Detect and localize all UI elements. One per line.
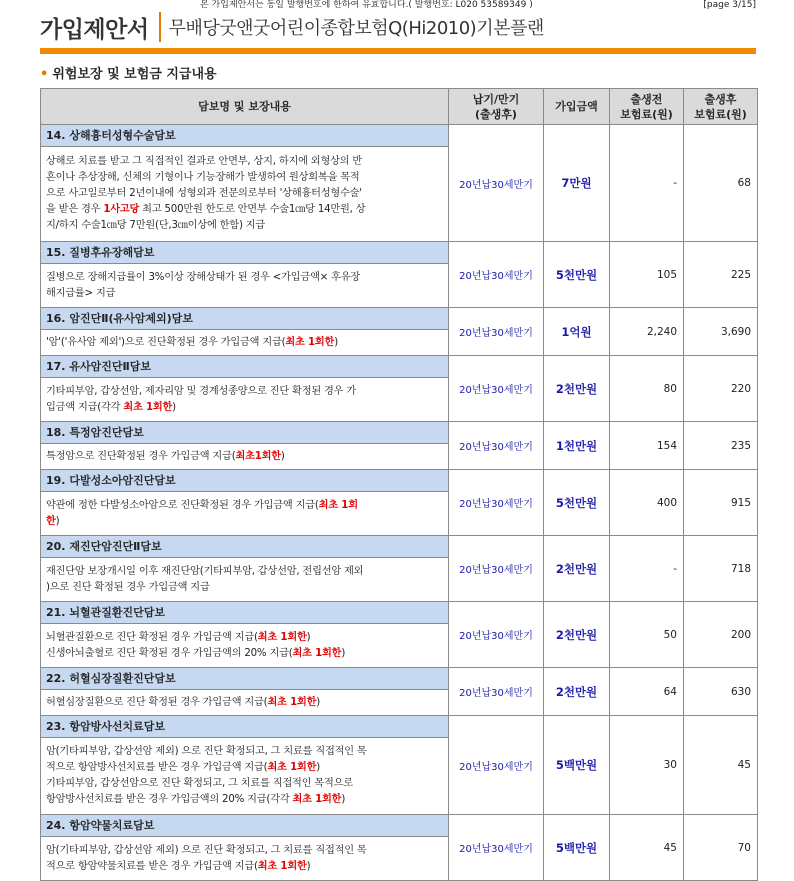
coverage-period: 20년납30세만기 xyxy=(449,536,544,602)
header-term-line1: 납기/만기 xyxy=(472,92,520,106)
description-text: 으로 사고일로부터 2년이내에 성형외과 전문의로부터 '상해흉터성형수술' xyxy=(46,188,362,199)
coverage-name: 19. 다발성소아암진단담보 xyxy=(41,470,449,492)
description-line xyxy=(46,449,443,465)
coverage-name-row xyxy=(41,356,758,378)
document-header xyxy=(40,10,544,44)
coverage-description xyxy=(41,624,449,668)
pre-birth-premium: 80 xyxy=(610,356,684,422)
header-post-line1: 출생후 xyxy=(704,92,737,106)
coverage-name: 17. 유사암진단Ⅱ담보 xyxy=(41,356,449,378)
coverage-amount: 2천만원 xyxy=(544,356,610,422)
description-text: 입금액 지급(각각 xyxy=(46,401,124,413)
coverage-period: 20년납30세만기 xyxy=(449,422,544,470)
coverage-period: 20년납30세만기 xyxy=(449,602,544,668)
coverage-description xyxy=(41,147,449,242)
description-text-tail: ) xyxy=(55,515,60,527)
coverage-amount: 1천만원 xyxy=(544,422,610,470)
description-text-tail: ) xyxy=(306,631,311,643)
limit-emphasis: 최초 1회한 xyxy=(292,647,342,659)
coverage-amount: 5백만원 xyxy=(544,815,610,881)
coverage-name-row xyxy=(41,422,758,444)
description-line xyxy=(46,630,443,646)
limit-emphasis: 최초 1회한 xyxy=(257,860,307,872)
coverage-name: 14. 상해흉터성형수술담보 xyxy=(41,125,449,147)
limit-emphasis: 최초 1회한 xyxy=(267,762,317,773)
description-text-tail: ) xyxy=(341,647,346,659)
pre-birth-premium: 64 xyxy=(610,668,684,716)
coverage-amount: 1억원 xyxy=(544,308,610,356)
pre-birth-premium: 105 xyxy=(610,242,684,308)
description-line xyxy=(46,498,443,514)
coverage-period: 20년납30세만기 xyxy=(449,815,544,881)
coverage-name-row xyxy=(41,470,758,492)
pre-birth-premium: 45 xyxy=(610,815,684,881)
coverage-name-row xyxy=(41,242,758,264)
coverage-name-row xyxy=(41,602,758,624)
coverage-name: 18. 특정암진단담보 xyxy=(41,422,449,444)
post-birth-premium: 915 xyxy=(684,470,758,536)
description-text-tail: ) xyxy=(341,794,346,805)
header-coverage: 담보명 및 보장내용 xyxy=(41,89,449,125)
coverage-name-row xyxy=(41,815,758,837)
description-text: )으로 진단 확정된 경우 가입금액 지급 xyxy=(46,581,210,593)
coverage-name: 16. 암진단Ⅱ(유사암제외)담보 xyxy=(41,308,449,330)
bullet-icon: • xyxy=(40,67,49,82)
description-text-tail: ) xyxy=(316,696,321,708)
post-birth-premium: 200 xyxy=(684,602,758,668)
table-header-row xyxy=(41,89,758,125)
description-text: 적으로 항암약물치료를 받은 경우 가입금액 지급( xyxy=(46,860,258,872)
description-text: 암(기타피부암, 갑상선암 제외) 으로 진단 확정되고, 그 치료를 직접적인 목 xyxy=(46,844,367,856)
coverage-description xyxy=(41,837,449,881)
description-line xyxy=(46,843,443,859)
description-text: 항암방사선치료를 받은 경우 가입금액의 20% 지급(각각 xyxy=(46,794,293,805)
pre-birth-premium: - xyxy=(610,536,684,602)
post-birth-premium: 225 xyxy=(684,242,758,308)
coverage-name-row xyxy=(41,308,758,330)
header-term xyxy=(449,89,544,125)
description-text: 특정암으로 진단확정된 경우 가입금액 지급( xyxy=(46,450,236,462)
description-text: 기타피부암, 갑상선암으로 진단 확정되고, 그 치료를 직접적인 목적으로 xyxy=(46,778,353,789)
description-line xyxy=(46,564,443,580)
description-text: 기타피부암, 갑상선암, 제자리암 및 경계성종양으로 진단 확정된 경우 가 xyxy=(46,385,356,397)
coverage-description xyxy=(41,738,449,815)
description-text: 흔이나 추상장해, 신체의 기형이나 기능장해가 발생하여 원상회복을 목적 xyxy=(46,172,360,183)
description-line xyxy=(46,384,443,400)
pre-birth-premium: 50 xyxy=(610,602,684,668)
header-post-birth-premium xyxy=(684,89,758,125)
coverage-amount: 5백만원 xyxy=(544,716,610,815)
coverage-description xyxy=(41,444,449,470)
description-text: 암(기타피부암, 갑상선암 제외) 으로 진단 확정되고, 그 치료를 직접적인 목 xyxy=(46,746,367,757)
pre-birth-premium: - xyxy=(610,125,684,242)
description-text-tail: ) xyxy=(316,762,321,773)
coverage-amount: 2천만원 xyxy=(544,668,610,716)
coverage-period: 20년납30세만기 xyxy=(449,308,544,356)
description-text-tail: ) xyxy=(280,450,285,462)
coverage-description xyxy=(41,330,449,356)
description-text-tail: ) xyxy=(306,860,311,872)
section-heading xyxy=(40,63,217,82)
coverage-name-row xyxy=(41,668,758,690)
description-line xyxy=(46,154,443,170)
header-pre-line1: 출생전 xyxy=(630,92,663,106)
limit-emphasis: 최초 1회한 xyxy=(292,794,342,805)
header-term-line2: (출생후) xyxy=(475,107,517,121)
post-birth-premium: 45 xyxy=(684,716,758,815)
coverage-description xyxy=(41,558,449,602)
description-text: 을 받은 경우 xyxy=(46,204,104,215)
post-birth-premium: 220 xyxy=(684,356,758,422)
limit-emphasis: 1사고당 xyxy=(103,204,140,215)
limit-emphasis: 최초 1회한 xyxy=(285,336,335,348)
description-line xyxy=(46,514,443,530)
coverage-period: 20년납30세만기 xyxy=(449,242,544,308)
description-text: 약관에 정한 다발성소아암으로 진단확정된 경우 가입금액 지급( xyxy=(46,499,319,511)
description-line xyxy=(46,335,443,351)
title-divider xyxy=(159,12,161,42)
coverage-description xyxy=(41,492,449,536)
description-line xyxy=(46,646,443,662)
description-text-tail: ) xyxy=(334,336,338,348)
coverage-amount: 2천만원 xyxy=(544,536,610,602)
coverage-name: 24. 항암약물치료담보 xyxy=(41,815,449,837)
description-line xyxy=(46,186,443,202)
description-text: 신생아뇌출혈로 진단 확정된 경우 가입금액의 20% 지급( xyxy=(46,647,293,659)
description-text: 적으로 항암방사선치료를 받은 경우 가입금액 지급( xyxy=(46,762,268,773)
description-text: 뇌혈관질환으로 진단 확정된 경우 가입금액 지급( xyxy=(46,631,258,643)
coverage-amount: 7만원 xyxy=(544,125,610,242)
section-title: 위험보장 및 보험금 지급내용 xyxy=(52,67,217,82)
description-text: 해지급률> 지급 xyxy=(46,287,116,299)
description-text: 질병으로 장해지급률이 3%이상 장해상태가 된 경우 <가입금액× 후유장 xyxy=(46,271,361,283)
description-line xyxy=(46,400,443,416)
page-number: [page 3/15] xyxy=(703,0,756,10)
coverage-name: 20. 재진단암진단Ⅱ담보 xyxy=(41,536,449,558)
post-birth-premium: 3,690 xyxy=(684,308,758,356)
description-line xyxy=(46,792,443,808)
document-title: 가입제안서 xyxy=(40,16,149,43)
post-birth-premium: 235 xyxy=(684,422,758,470)
coverage-name-row xyxy=(41,716,758,738)
coverage-amount: 2천만원 xyxy=(544,602,610,668)
post-birth-premium: 718 xyxy=(684,536,758,602)
limit-emphasis: 최초 1회 xyxy=(318,499,358,511)
description-line xyxy=(46,286,443,302)
coverage-period: 20년납30세만기 xyxy=(449,716,544,815)
coverage-amount: 5천만원 xyxy=(544,242,610,308)
post-birth-premium: 70 xyxy=(684,815,758,881)
limit-emphasis: 최초1회한 xyxy=(235,450,281,462)
coverage-description xyxy=(41,378,449,422)
description-text: 상해로 치료를 받고 그 직접적인 결과로 안면부, 상지, 하지에 외형상의 반 xyxy=(46,156,363,167)
description-line xyxy=(46,695,443,711)
description-text-tail: ) xyxy=(172,401,176,413)
coverage-name-row xyxy=(41,125,758,147)
description-text: 지/하지 수술1㎝당 7만원(단,3㎝이상에 한함) 지급 xyxy=(46,220,266,231)
coverage-description xyxy=(41,690,449,716)
validity-notice: 본 가입제안서는 동일 발행번호에 한하여 유효합니다.( 발행번호: L020 53589349 ) xyxy=(200,0,533,10)
coverage-description xyxy=(41,264,449,308)
pre-birth-premium: 30 xyxy=(610,716,684,815)
limit-emphasis: 최초 1회한 xyxy=(267,696,317,708)
description-line xyxy=(46,580,443,596)
description-line xyxy=(46,170,443,186)
limit-emphasis: 최초 1회한 xyxy=(123,401,173,413)
coverage-period: 20년납30세만기 xyxy=(449,356,544,422)
header-amount: 가입금액 xyxy=(544,89,610,125)
post-birth-premium: 630 xyxy=(684,668,758,716)
header-pre-birth-premium xyxy=(610,89,684,125)
header-post-line2: 보험료(원) xyxy=(694,107,747,121)
description-line xyxy=(46,202,443,218)
coverage-name: 23. 항암방사선치료담보 xyxy=(41,716,449,738)
table-body xyxy=(41,125,758,881)
description-line xyxy=(46,776,443,792)
limit-emphasis: 한 xyxy=(46,515,56,527)
coverage-name: 22. 허혈심장질환진단담보 xyxy=(41,668,449,690)
pre-birth-premium: 2,240 xyxy=(610,308,684,356)
description-line xyxy=(46,218,443,234)
coverage-amount: 5천만원 xyxy=(544,470,610,536)
post-birth-premium: 68 xyxy=(684,125,758,242)
pre-birth-premium: 154 xyxy=(610,422,684,470)
description-line xyxy=(46,744,443,760)
product-name: 무배당굿앤굿어린이종합보험Q(Hi2010)기본플랜 xyxy=(168,18,544,39)
coverage-period: 20년납30세만기 xyxy=(449,668,544,716)
header-accent-bar xyxy=(40,48,756,54)
coverage-table xyxy=(40,88,758,881)
header-pre-line2: 보험료(원) xyxy=(620,107,673,121)
description-text: 재진단암 보장개시일 이후 재진단암(기타피부암, 갑상선암, 전립선암 제외 xyxy=(46,565,364,577)
limit-emphasis: 최초 1회한 xyxy=(257,631,307,643)
description-line xyxy=(46,859,443,875)
coverage-period: 20년납30세만기 xyxy=(449,125,544,242)
description-text: '암'('유사암 제외')으로 진단확정된 경우 가입금액 지급( xyxy=(46,336,286,348)
coverage-name-row xyxy=(41,536,758,558)
coverage-period: 20년납30세만기 xyxy=(449,470,544,536)
description-text-tail: 최고 500만원 한도로 안면부 수술1㎝당 14만원, 상 xyxy=(139,204,366,215)
description-line xyxy=(46,760,443,776)
description-line xyxy=(46,270,443,286)
coverage-name: 15. 질병후유장해담보 xyxy=(41,242,449,264)
coverage-name: 21. 뇌혈관질환진단담보 xyxy=(41,602,449,624)
pre-birth-premium: 400 xyxy=(610,470,684,536)
description-text: 허혈심장질환으로 진단 확정된 경우 가입금액 지급( xyxy=(46,696,268,708)
